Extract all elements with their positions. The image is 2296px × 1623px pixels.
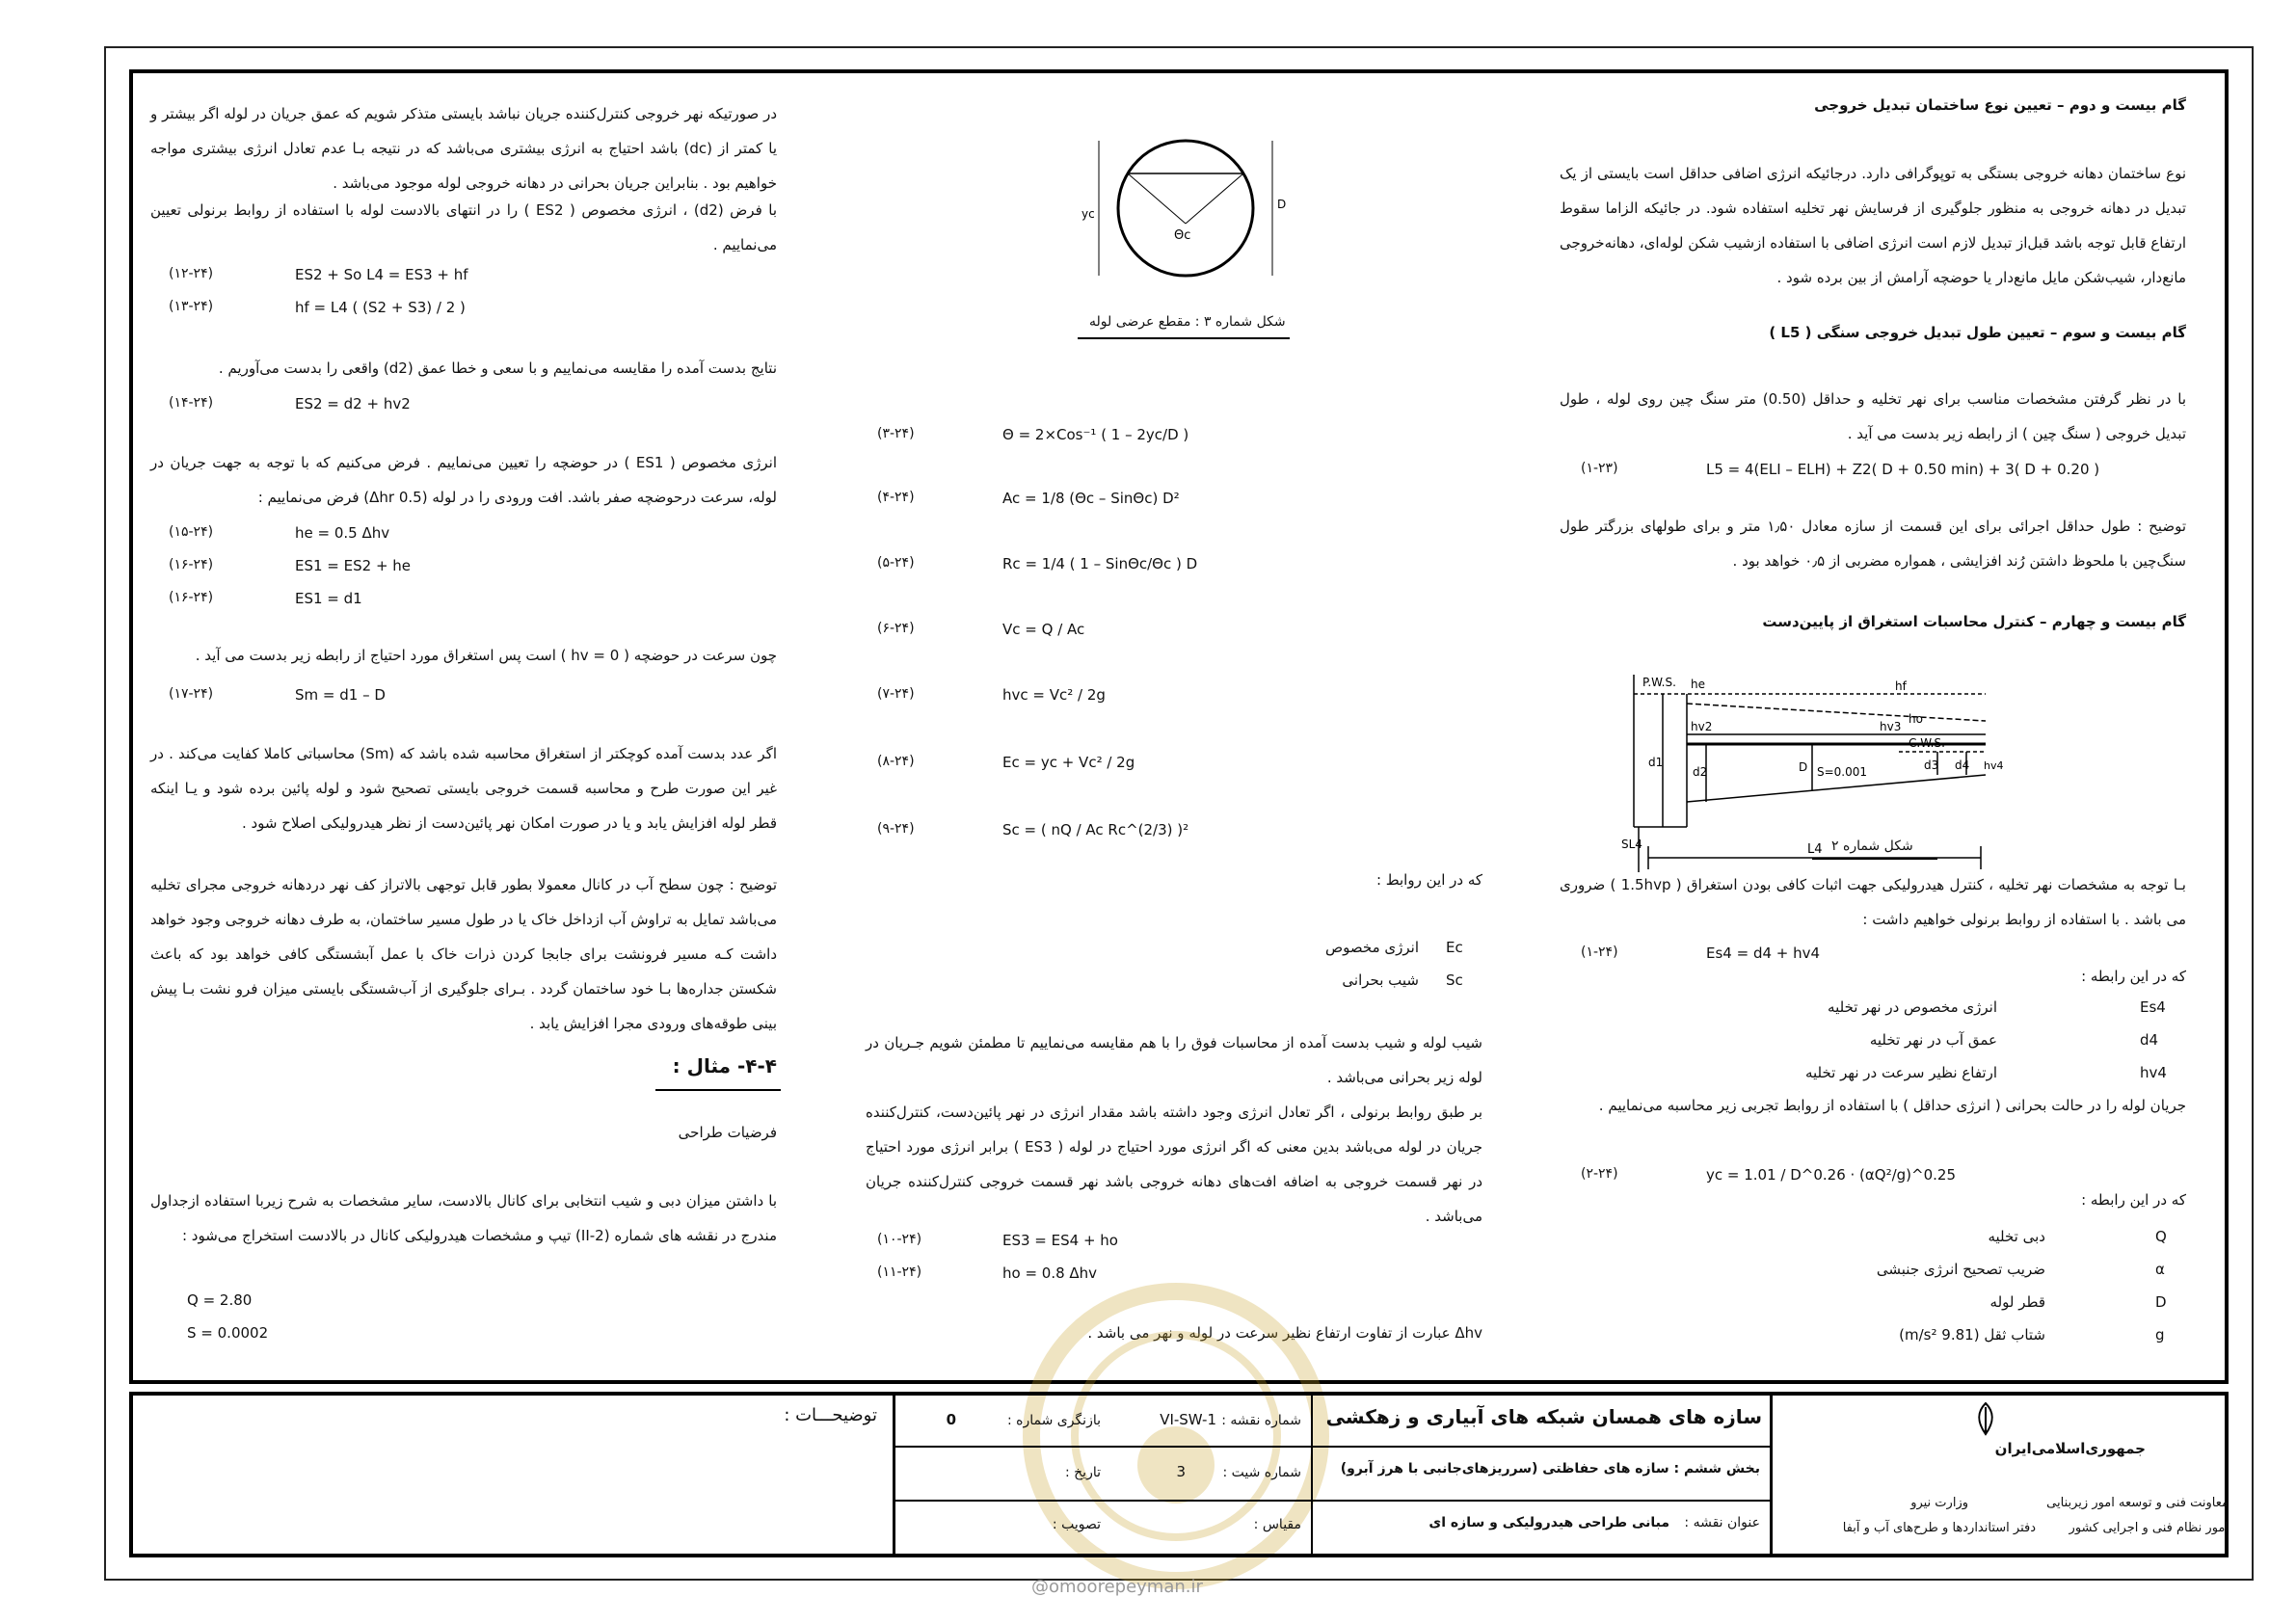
eq-15: he = 0.5 Δhv — [295, 524, 390, 542]
ministry-name: وزارت نیرو — [1910, 1496, 1968, 1510]
eq-11: ho = 0.8 Δhv — [1002, 1264, 1098, 1282]
left-para3-text: نتایج بدست آمده را مقایسه می‌نماییم و با سعی و خطا عمق (d2) واقعی را بدست می‌آوریم . — [218, 359, 777, 377]
office-1: امور نظام فنی و اجرایی کشور — [2069, 1521, 2229, 1535]
where-label-2: که در این رابطه : — [2081, 1191, 2186, 1209]
step22-paragraph: نوع ساختمان دهانه خروجی بستگی به توپوگرافی دارد. درجائیکه انرژی اضافی حداقل است بایستی از یک تبدیل در دهانه خروجی به منظور جلوگیری از فرسایش نهر تخلیه استفاده شود. در جائیکه الزاما سقوط ارتفاع قابل توجه باشد قبل‌از تبدیل لازم است انرژی اضافی با استفاده ازشیب شکن لوله‌ای، دهانه‌خروجی مانع‌دار، شیب‌شکن مایل مانع‌دار یا حوضچه آرامش از بین برده شود . — [1560, 165, 2186, 286]
left-para3 — [150, 351, 777, 386]
eq-8: Ec = yc + Vc² / 2g — [1002, 754, 1135, 771]
left-para7 — [150, 867, 777, 1041]
eq-11-number: (۱۱-۲۴) — [877, 1264, 922, 1280]
scale-label: مقیاس : — [1253, 1517, 1301, 1532]
eq-16b-number: (۱۶-۲۴) — [169, 590, 214, 605]
def-alpha-symbol: α — [2155, 1261, 2165, 1278]
eq-7: hvc = Vc² / 2g — [1002, 686, 1106, 704]
def-es4-text: انرژی مخصوص در نهر تخلیه — [1828, 998, 1997, 1016]
eq-24-2: yc = 1.01 / D^0.26 · (αQ²/g)^0.25 — [1706, 1166, 1956, 1184]
step23-note — [1560, 509, 2186, 578]
label-hf: hf — [1895, 679, 1907, 693]
approval-label: تصویب : — [1052, 1517, 1101, 1532]
left-para6-text: اگر عدد بدست آمده کوچکتر از استغراق محاسبه شده باشد که (Sm) محاسباتی کاملا کفایت می‌کند . در غیر این صورت طرح و محاسبه قسمت خروجی بایستی تصحیح شود و لوله پائین برده شود و یـا اینکه قطر لوله افزایش یابد و یا در صورت امکان نهر پائین‌دست از نظر هیدرولیکی اصلاح شود . — [150, 745, 777, 832]
label-cws: C.W.S. — [1909, 736, 1945, 750]
eq-3: Θ = 2×Cos⁻¹ ( 1 – 2yc/D ) — [1002, 426, 1189, 443]
def-alpha-text: ضریب تصحیح انرژی جنبشی — [1876, 1261, 2045, 1278]
country-name: جمهوری‌اسلامی‌ایران — [1994, 1440, 2146, 1457]
label-d1: d1 — [1648, 756, 1664, 769]
revision-value: 0 — [946, 1411, 956, 1428]
eq-6-number: (۶-۲۴) — [877, 621, 915, 636]
eq-24-1-number: (۱-۲۴) — [1581, 945, 1618, 960]
eq-13-number: (۱۳-۲۴) — [169, 299, 214, 314]
drawing-no-label: شماره نقشه : — [1221, 1413, 1301, 1428]
middle-where-label: که در این روابط : — [1375, 871, 1482, 889]
step24-title: گام بیست و چهارم – کنترل محاسبات استغراق از پایین‌دست — [1762, 613, 2186, 630]
left-para5-text: چون سرعت در حوضچه ( hv = 0 ) است پس استغراق مورد احتیاج از رابطه زیر بدست می آید . — [195, 647, 777, 664]
eq-15-number: (۱۵-۲۴) — [169, 524, 214, 540]
def-ec-text: انرژی مخصوص — [1325, 939, 1419, 956]
label-D: D — [1277, 198, 1287, 211]
def-ec-symbol: Ec — [1446, 939, 1463, 956]
left-para6 — [150, 736, 777, 840]
step24-text — [1560, 867, 2186, 937]
revision-label: بازنگری شماره : — [1006, 1413, 1101, 1428]
critical-text: جریان لوله را در حالت بحرانی ( انرژی حداقل ) با استفاده از روابط تجربی زیر محاسبه می‌نماییم . — [1598, 1097, 2186, 1114]
drawing-title-label: عنوان نقشه : — [1684, 1515, 1760, 1530]
step23-note-paragraph: توضیح : طول حداقل اجرائی برای این قسمت از سازه معادل ۱٫۵۰ متر و برای طولهای بزرگتر طول سنگ‌چین با ملحوظ داشتن رُند افزایشی ، همواره مضربی از ۰٫۵ خواهد بود . — [1560, 518, 2186, 570]
where-label-1: که در این رابطه : — [2081, 968, 2186, 985]
dhv-note: Δhv عبارت از تفاوت ارتفاع نظیر سرعت در لوله و نهر می باشد . — [1087, 1324, 1482, 1342]
eq-6: Vc = Q / Ac — [1002, 621, 1085, 638]
label-d3: d3 — [1924, 758, 1939, 772]
middle-para2-text: بر طبق روابط برنولی ، اگر تعادل انرژی وجود داشته باشد مقدار انرژی در نهر پائین‌دست، کنترل‌کننده جریان در لوله می‌باشد بدین معنی که اگر انرژی مورد احتیاج در لوله ( ES3 ) برابر انرژی مورد احتیاج در نهر قسمت خروجی به اضافه افت‌های دهانه خروجی باشد نهر قسمت خروجی کنترل‌کننده جریان می‌باشد . — [866, 1104, 1482, 1225]
def-hv4-symbol: hv4 — [2140, 1064, 2167, 1081]
tb-row-1 — [893, 1446, 1770, 1448]
eq-17-number: (۱۷-۲۴) — [169, 686, 214, 702]
left-para2 — [150, 193, 777, 262]
eq-12-number: (۱۲-۲۴) — [169, 266, 214, 281]
office-2: دفتر استانداردها و طرح‌های آب و آبفا — [1842, 1521, 2036, 1535]
def-d4-symbol: d4 — [2140, 1031, 2159, 1049]
radius-right — [1186, 173, 1243, 224]
step23-title: گام بیست و سوم – تعیین طول تبدیل خروجی سنگی ( L5 ) — [1769, 324, 2186, 341]
left-para2-text: با فرض (d2) ، انرژی مخصوص ( ES2 ) را در انتهای بالادست لوله با استفاده از روابط برنولی تعیین می‌نماییم . — [150, 201, 777, 253]
label-slope: S=0.001 — [1817, 765, 1868, 779]
eq-16b: ES1 = d1 — [295, 590, 362, 607]
tb-divider-3 — [1311, 1392, 1313, 1557]
s-value: S = 0.0002 — [187, 1324, 269, 1342]
step22-text — [1560, 156, 2186, 295]
watermark-text: @omoorepeyman.ir — [1031, 1577, 1203, 1597]
eq-10: ES3 = ES4 + ho — [1002, 1232, 1118, 1249]
energy-line — [1687, 704, 1986, 721]
label-ho: ho — [1909, 712, 1923, 726]
deputy-name: معاونت فنی و توسعه امور زیربنایی — [2046, 1496, 2229, 1510]
eq-5: Rc = 1/4 ( 1 – SinΘc/Θc ) D — [1002, 555, 1198, 572]
label-L4: L4 — [1807, 842, 1823, 857]
fig2-caption: شکل شماره ۲ — [1831, 838, 1913, 854]
def-sc-text: شیب بحرانی — [1342, 971, 1419, 989]
middle-para1 — [866, 1025, 1482, 1095]
eq-3-number: (۳-۲۴) — [877, 426, 915, 441]
left-para7-text: توضیح : چون سطح آب در کانال معمولا بطور قابل توجهی بالاتراز کف نهر دردهانه خروجی مجرای تخلیه می‌باشد تمایل به تراوش آب ازداخل خاک یا در طول مسیر ساختمان، به طرف دهانه خروجی وجود خواهد داشت کـه مسیر فرونشت برای جابجا کردن ذرات خاک با عمل آبشستگی کافی خواهد بود که باعث شکستن جداره‌ها بـا خود ساختمان گردد . بـرای جلوگیری از آب‌شستگی بایستی میزان فرو نشت بـا پیش بینی طوقه‌های ورودی مجرا افزایش یابد . — [150, 876, 777, 1032]
eq-12: ES2 + So L4 = ES3 + hf — [295, 266, 468, 283]
eq-14: ES2 = d2 + hv2 — [295, 395, 411, 412]
q-value: Q = 2.80 — [187, 1291, 253, 1309]
eq-16a-number: (۱۶-۲۴) — [169, 557, 214, 572]
radius-left — [1128, 173, 1186, 224]
eq-24-1: Es4 = d4 + hv4 — [1706, 945, 1821, 962]
fig3-caption: شکل شماره ۳ : مقطع عرضی لوله — [1089, 314, 1286, 330]
def-g-text: شتاب ثقل (9.81 m/s²) — [1899, 1326, 2045, 1344]
eq-7-number: (۷-۲۴) — [877, 686, 915, 702]
date-label: تاریخ : — [1064, 1465, 1101, 1480]
section-title: بخش ششم : سازه های حفاظتی (سرریزهای‌جانبی با هرز آبرو) — [1340, 1461, 1760, 1477]
label-pws: P.W.S. — [1642, 676, 1676, 689]
pipe-invert — [1687, 775, 1986, 802]
label-SL4: SL4 — [1621, 838, 1642, 851]
eq-9: Sc = ( nQ / Ac Rc^(2/3) )² — [1002, 821, 1189, 838]
def-hv4-text: ارتفاع نظیر سرعت در نهر تخلیه — [1804, 1064, 1997, 1081]
eq-24-2-number: (۲-۲۴) — [1581, 1166, 1618, 1182]
tb-divider-2 — [893, 1392, 895, 1557]
label-hv3: hv3 — [1880, 720, 1902, 733]
eq-13: hf = L4 ( (S2 + S3) / 2 ) — [295, 299, 466, 316]
eq-23-1: L5 = 4(ELI – ELH) + Z2( D + 0.50 min) + 3( D + 0.20 ) — [1706, 461, 2100, 478]
left-para4-text: انرژی مخصوص ( ES1 ) در حوضچه را تعیین می‌نماییم . فرض می‌کنیم که با توجه به جهت جریان در لوله، سرعت درحوضچه صفر باشد. افت ورودی را در لوله (0.5 Δhr) فرض می‌نماییم : — [150, 454, 778, 506]
left-para1 — [150, 96, 777, 200]
left-para5 — [150, 638, 777, 673]
middle-para2 — [866, 1095, 1482, 1234]
fig2-caption-underline — [1812, 858, 1937, 860]
eq-17: Sm = d1 – D — [295, 686, 386, 704]
def-g-symbol: g — [2155, 1326, 2165, 1344]
def-d4-text: عمق آب در نهر تخلیه — [1869, 1031, 1997, 1049]
drawing-title: مبانی طراحی هیدرولیکی و سازه ای — [1428, 1515, 1669, 1530]
left-para8 — [150, 1184, 777, 1253]
def-sc-symbol: Sc — [1446, 971, 1463, 989]
eq-23-1-number: (۱-۲۳) — [1581, 461, 1618, 476]
drawing-no: VI-SW-1 — [1160, 1411, 1216, 1428]
label-theta: Θc — [1174, 228, 1191, 243]
step23-text — [1560, 382, 2186, 451]
def-es4-symbol: Es4 — [2140, 998, 2166, 1016]
label-yc: yc — [1081, 207, 1095, 221]
left-para1-text: در صورتیکه نهر خروجی کنترل‌کننده جریان نباشد بایستی متذکر شویم که عمق جریان در لوله اگر بیشتر و یا کمتر از (dc) باشد احتیاج به انرژی بیشتری می‌باشد که در نتیجه بـا عدم تعادل انرژی بیشتری مواجه خواهیم بود . بنابراین جریان بحرانی در دهانه خروجی لوله موجود می‌باشد . — [150, 105, 777, 192]
pipe-circle — [1118, 141, 1253, 276]
step24-paragraph: بـا توجه به مشخصات نهر تخلیه ، کنترل هیدرولیکی جهت اثبات کافی بودن استغراق ( 1.5hvp ) ضروری می باشد . با استفاده از روابط برنولی خواهیم داشت : — [1560, 876, 2186, 928]
left-para8-text: با داشتن میزان دبی و شیب انتخابی برای کانال بالادست، سایر مشخصات به شرح زیربا استفاده ازجداول مندرج در نقشه های شماره (II-2) تیپ و مشخصات هیدرولیکی کانال در بالادست استخراج می‌شود : — [150, 1192, 777, 1244]
step22-title: گام بیست و دوم – تعیین نوع ساختمان تبدیل خروجی — [1814, 96, 2186, 114]
assumptions-title: فرضیات طراحی — [678, 1124, 777, 1141]
left-para4 — [150, 445, 777, 515]
eq-5-number: (۵-۲۴) — [877, 555, 915, 571]
sheet-value: 3 — [1176, 1463, 1186, 1480]
eq-9-number: (۹-۲۴) — [877, 821, 915, 837]
def-D-symbol: D — [2155, 1293, 2167, 1311]
figure-2-submergence — [1619, 655, 2005, 877]
example-heading: ۴-۴- مثال : — [672, 1054, 777, 1078]
def-q-symbol: Q — [2155, 1228, 2167, 1245]
tb-row-2 — [893, 1500, 1770, 1502]
label-hv2: hv2 — [1691, 720, 1713, 733]
step23-paragraph: با در نظر گرفتن مشخصات مناسب برای نهر تخلیه و حداقل (0.50) متر سنگ چین روی لوله ، طول تبدیل خروجی ( سنگ چین ) از رابطه زیر بدست می آید . — [1560, 390, 2186, 442]
eq-16a: ES1 = ES2 + he — [295, 557, 412, 574]
notes-label: توضیحـــات : — [784, 1405, 877, 1425]
eq-10-number: (۱۰-۲۴) — [877, 1232, 922, 1247]
sheet-label: شماره شیت : — [1222, 1465, 1301, 1480]
label-D: D — [1799, 760, 1808, 774]
def-q-text: دبی تخلیه — [1988, 1228, 2045, 1245]
label-he: he — [1691, 678, 1705, 691]
label-d2: d2 — [1693, 765, 1708, 779]
label-hv4: hv4 — [1984, 759, 2004, 772]
eq-14-number: (۱۴-۲۴) — [169, 395, 214, 411]
example-heading-underline — [655, 1089, 781, 1091]
eq-4: Ac = 1/8 (Θc – SinΘc) D² — [1002, 490, 1180, 507]
label-d4: d4 — [1955, 758, 1970, 772]
fig3-caption-underline — [1078, 337, 1290, 339]
iran-emblem-icon — [1966, 1399, 2005, 1438]
middle-para1-text: شیب لوله و شیب بدست آمده از محاسبات فوق را با هم مقایسه می‌نماییم تا مطمئن شویم جـریان در لوله زیر بحرانی می‌باشد . — [866, 1034, 1482, 1086]
eq-8-number: (۸-۲۴) — [877, 754, 915, 769]
def-D-text: قطر لوله — [1989, 1293, 2045, 1311]
figure-3-pipe-section — [1080, 135, 1292, 289]
eq-4-number: (۴-۲۴) — [877, 490, 915, 505]
tb-divider-1 — [1770, 1392, 1773, 1557]
main-title: سازه های همسان شبکه های آبیاری و زهکشی — [1325, 1405, 1762, 1428]
